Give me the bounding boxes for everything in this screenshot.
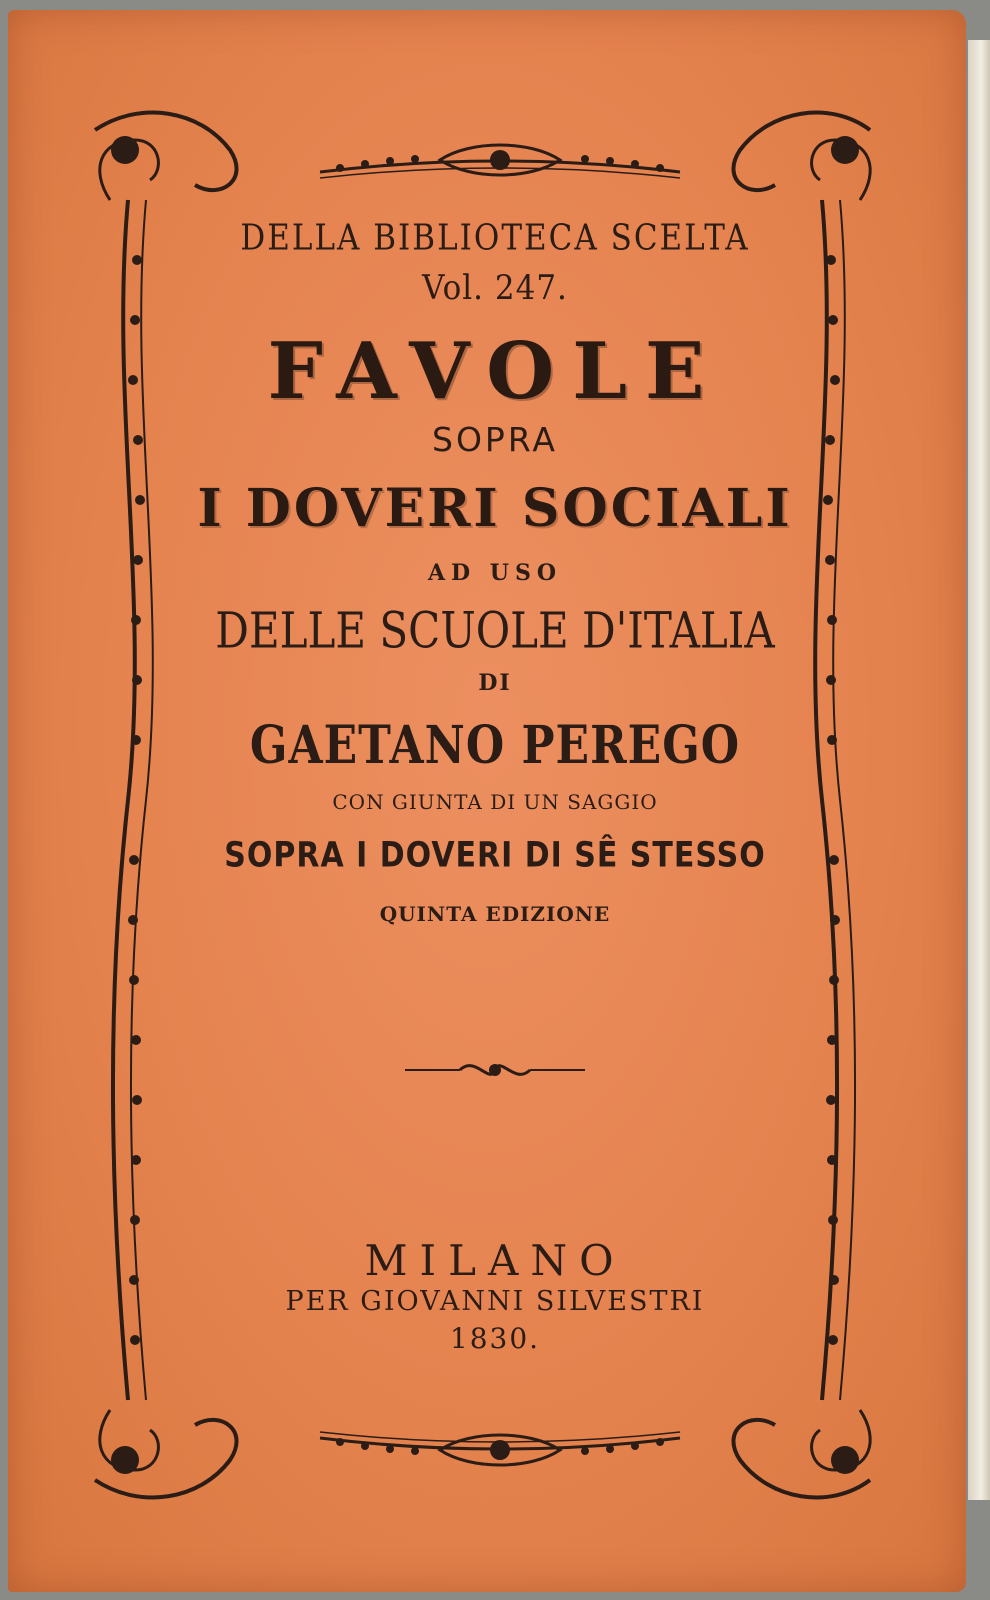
title-sopra: SOPRA — [432, 420, 558, 459]
publisher-name: PER GIOVANNI SILVESTRI — [285, 1286, 705, 1317]
book-subtitle: I DOVERI SOCIALI — [197, 478, 793, 539]
supplement-note: CON GIUNTA DI UN SAGGIO — [332, 790, 658, 814]
school-line: DELLE SCUOLE D'ITALIA — [215, 601, 775, 660]
edition-label: QUINTA EDIZIONE — [379, 902, 611, 926]
series-name: DELLA BIBLIOTECA SCELTA — [240, 217, 750, 259]
by-label: DI — [478, 670, 512, 696]
publication-year: 1830. — [449, 1322, 541, 1355]
volume-number: Vol. 247. — [422, 268, 568, 308]
author-name: GAETANO PEREGO — [249, 714, 741, 777]
book-title: FAVOLE — [267, 326, 723, 417]
supplement-title: SOPRA I DOVERI DI SÊ STESSO — [224, 835, 766, 876]
ad-uso-label: AD USO — [427, 560, 563, 586]
publication-city: MILANO — [364, 1236, 626, 1285]
